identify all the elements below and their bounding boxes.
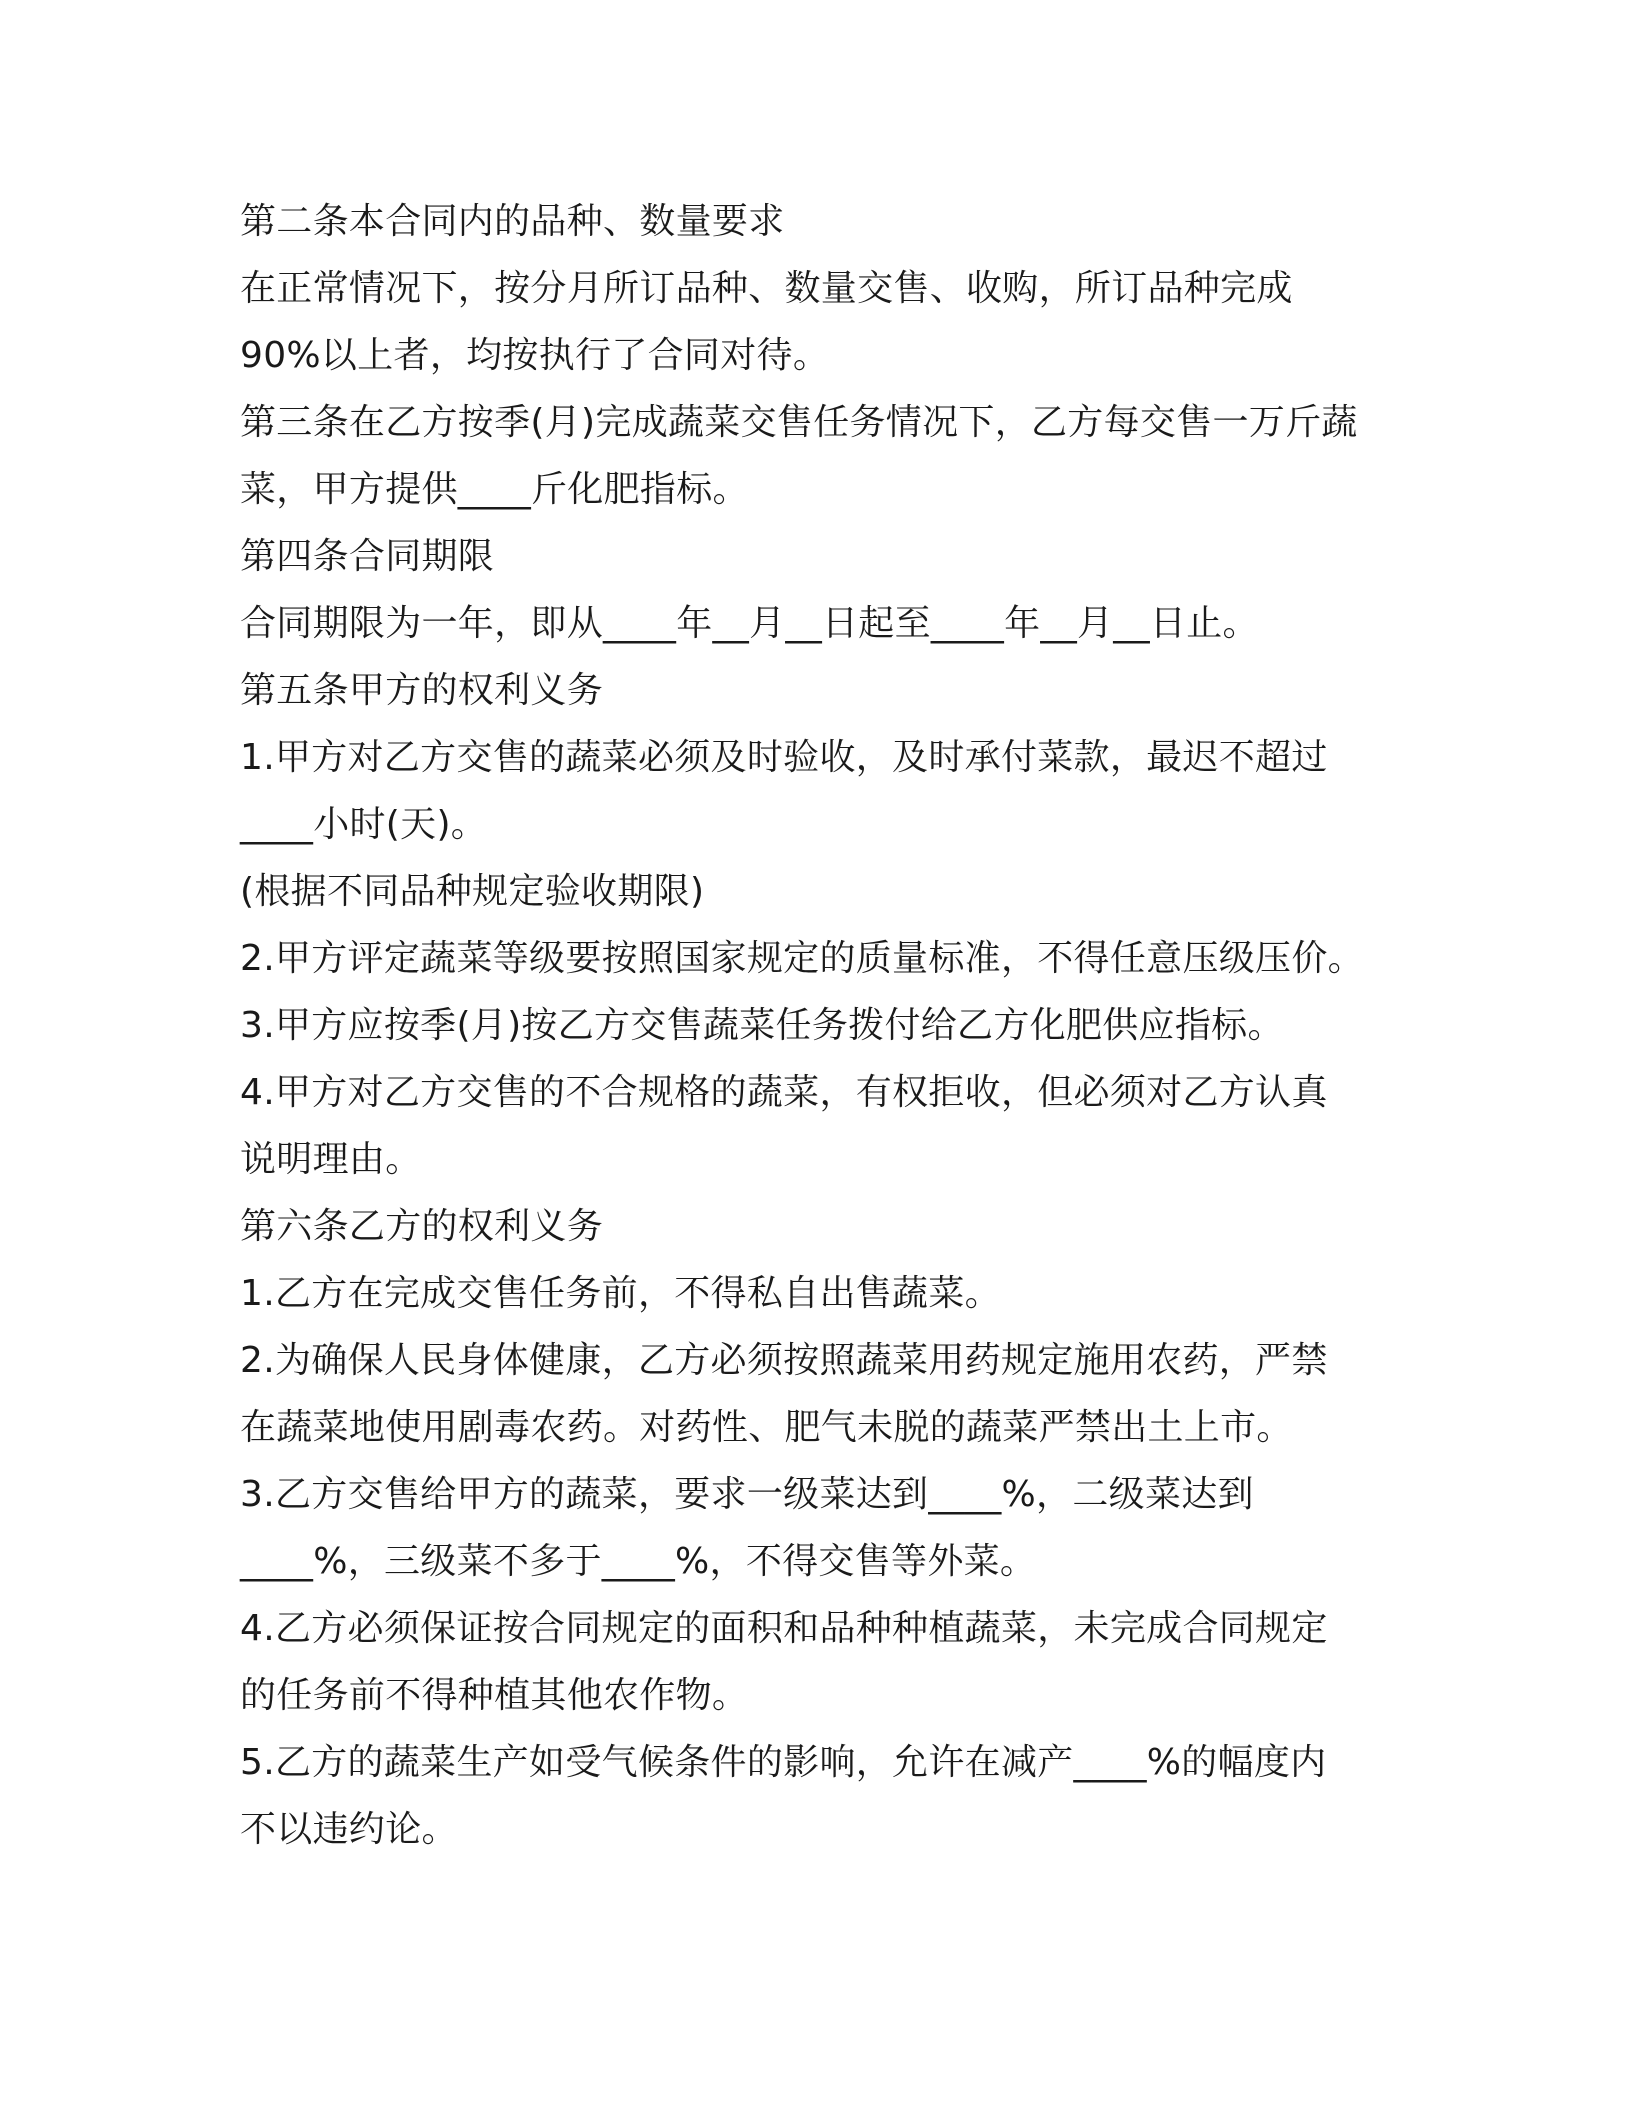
article-5-heading: 第五条甲方的权利义务 — [240, 670, 604, 711]
article-2-heading: 第二条本合同内的品种、数量要求 — [240, 201, 785, 242]
list-item: 2.甲方评定蔬菜等级要按照国家规定的质量标准，不得任意压级压价。 — [240, 938, 1364, 979]
paragraph-line: 在蔬菜地使用剧毒农药。对药性、肥气未脱的蔬菜严禁出土上市。 — [240, 1407, 1293, 1448]
paragraph-line: 菜，甲方提供____斤化肥指标。 — [240, 469, 749, 510]
paragraph-line: 说明理由。 — [240, 1139, 422, 1180]
paragraph-line: 在正常情况下，按分月所订品种、数量交售、收购，所订品种完成 — [240, 268, 1293, 309]
paragraph-line: 合同期限为一年，即从____年__月__日起至____年__月__日止。 — [240, 603, 1259, 644]
document-body — [240, 188, 1400, 1863]
paragraph-line: 的任务前不得种植其他农作物。 — [240, 1675, 749, 1716]
list-item: 4.甲方对乙方交售的不合规格的蔬菜，有权拒收，但必须对乙方认真 — [240, 1072, 1328, 1113]
list-item: 3.甲方应按季(月)按乙方交售蔬菜任务拨付给乙方化肥供应指标。 — [240, 1005, 1284, 1046]
list-item: 1.甲方对乙方交售的蔬菜必须及时验收，及时承付菜款，最迟不超过 — [240, 737, 1328, 778]
list-item: 1.乙方在完成交售任务前，不得私自出售蔬菜。 — [240, 1273, 1001, 1314]
paragraph-line: ____%，三级菜不多于____%，不得交售等外菜。 — [240, 1541, 1037, 1582]
article-6-heading: 第六条乙方的权利义务 — [240, 1206, 604, 1247]
list-item: 5.乙方的蔬菜生产如受气候条件的影响，允许在减产____%的幅度内 — [240, 1742, 1327, 1783]
paragraph-line: (根据不同品种规定验收期限) — [240, 871, 705, 912]
list-item: 3.乙方交售给甲方的蔬菜，要求一级菜达到____%，二级菜达到 — [240, 1474, 1254, 1515]
paragraph-line: 不以违约论。 — [240, 1809, 458, 1850]
list-item: 2.为确保人民身体健康，乙方必须按照蔬菜用药规定施用农药，严禁 — [240, 1340, 1328, 1381]
article-3-text: 第三条在乙方按季(月)完成蔬菜交售任务情况下，乙方每交售一万斤蔬 — [240, 402, 1358, 443]
list-item: 4.乙方必须保证按合同规定的面积和品种种植蔬菜，未完成合同规定 — [240, 1608, 1328, 1649]
article-4-heading: 第四条合同期限 — [240, 536, 495, 577]
paragraph-line: ____小时(天)。 — [240, 804, 488, 845]
paragraph-line: 90%以上者，均按执行了合同对待。 — [240, 335, 830, 376]
